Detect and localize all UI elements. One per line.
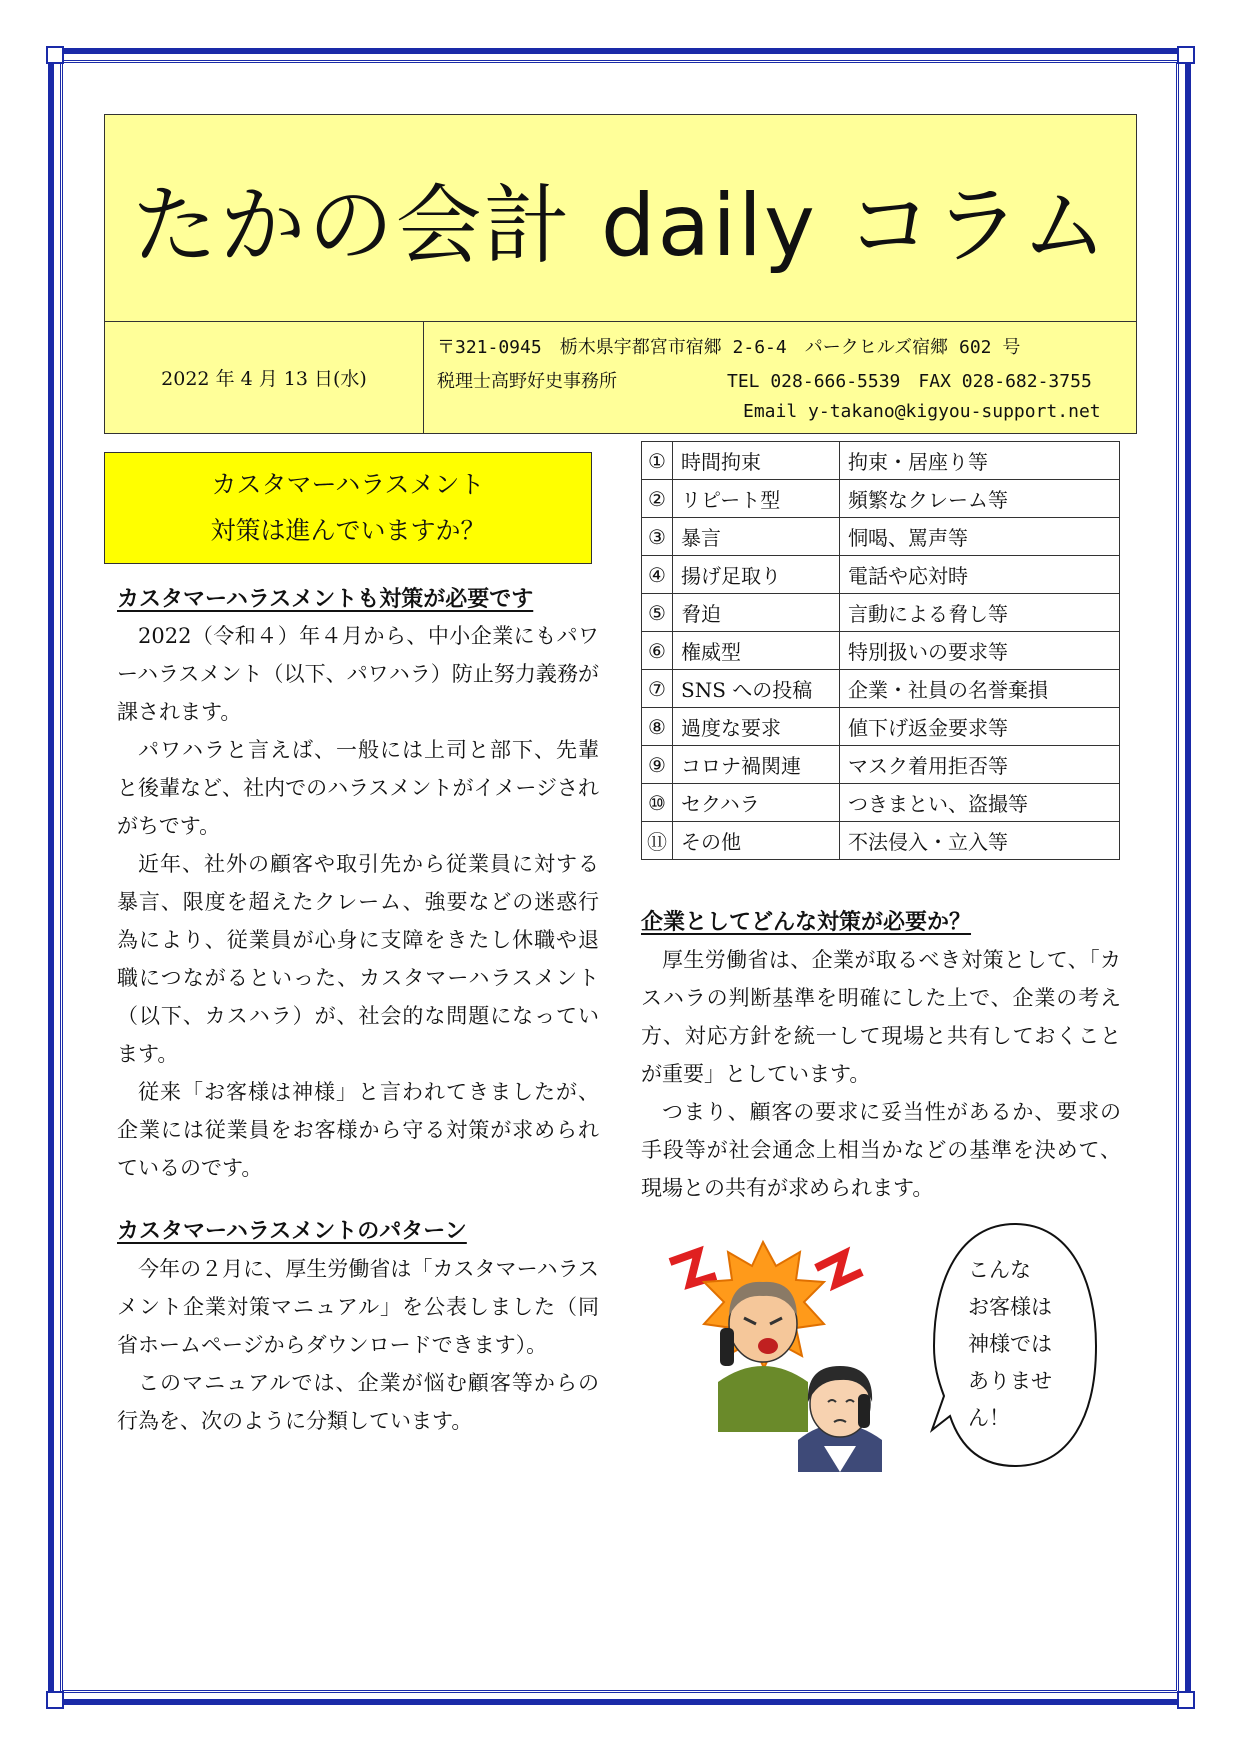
- border-corner: [46, 1691, 64, 1709]
- headline-line-2: 対策は進んでいますか？: [210, 516, 486, 545]
- pattern-example: 頻繁なクレーム等: [840, 480, 1120, 518]
- pattern-example: 恫喝、罵声等: [840, 518, 1120, 556]
- pattern-name: その他: [673, 822, 840, 860]
- bubble-line: お客様は: [968, 1295, 1052, 1319]
- section-body: [117, 617, 599, 1187]
- paragraph: このマニュアルでは、企業が悩む顧客等からの行為を、次のように分類しています。: [117, 1371, 599, 1433]
- masthead: [104, 114, 1137, 434]
- bubble-line: ん！: [968, 1406, 1010, 1430]
- email-address[interactable]: Email y-takano@kigyou-support.net: [743, 401, 1101, 422]
- anger-mark-icon: [670, 1252, 716, 1284]
- pattern-example: マスク着用拒否等: [840, 746, 1120, 784]
- row-number: ⑨: [642, 746, 673, 784]
- pattern-example: 言動による脅し等: [840, 594, 1120, 632]
- paragraph: 近年、社外の顧客や取引先から従業員に対する暴言、限度を超えたクレーム、強要などの迷惑行為により、従業員が心身に支障をきたし休職や退職につながるといった、カスタマーハラスメント（以下、カスハラ）が、社会的な問題になっています。: [117, 852, 599, 1066]
- contact-block: [423, 321, 1136, 433]
- row-number: ②: [642, 480, 673, 518]
- issue-date: 2022 年 4 月 13 日(水): [105, 321, 424, 433]
- newsletter-title: たかの会計 daily コラム: [131, 176, 1110, 276]
- table-row: [642, 442, 1120, 480]
- row-number: ⑩: [642, 784, 673, 822]
- table-row: [642, 746, 1120, 784]
- section-body: [117, 1250, 599, 1440]
- pattern-example: つきまとい、盗撮等: [840, 784, 1120, 822]
- row-number: ③: [642, 518, 673, 556]
- bubble-line: こんな: [968, 1258, 1031, 1282]
- office-name: 税理士高野好史事務所: [437, 371, 617, 392]
- speech-bubble-text: [968, 1252, 1078, 1437]
- row-number: ⑥: [642, 632, 673, 670]
- table-row: [642, 784, 1120, 822]
- pattern-name: SNS への投稿: [673, 670, 840, 708]
- row-number: ⑪: [642, 822, 673, 860]
- headline-box: [104, 452, 592, 564]
- row-number: ⑧: [642, 708, 673, 746]
- anger-mark-icon: [816, 1254, 862, 1284]
- pattern-name: 揚げ足取り: [673, 556, 840, 594]
- bubble-line: 神様では: [968, 1332, 1052, 1356]
- pattern-example: 値下げ返金要求等: [840, 708, 1120, 746]
- paragraph: 従来「お客様は神様」と言われてきましたが、企業には従業員をお客様から守る対策が求められているのです。: [117, 1080, 599, 1180]
- table-row: [642, 632, 1120, 670]
- postal-address: 〒321-0945 栃木県宇都宮市宿郷 2-6-4 パークヒルズ宿郷 602 号: [437, 337, 1021, 358]
- table-row: [642, 822, 1120, 860]
- headline-line-1: カスタマーハラスメント: [211, 470, 485, 499]
- row-number: ④: [642, 556, 673, 594]
- angry-customer-illustration: [668, 1232, 938, 1472]
- harassment-pattern-table: [641, 441, 1120, 860]
- bubble-line: ありませ: [968, 1369, 1052, 1393]
- table-row: [642, 670, 1120, 708]
- pattern-name: 権威型: [673, 632, 840, 670]
- pattern-example: 電話や応対時: [840, 556, 1120, 594]
- paragraph: パワハラと言えば、一般には上司と部下、先輩と後輩など、社内でのハラスメントがイメージされがちです。: [117, 738, 599, 838]
- row-number: ①: [642, 442, 673, 480]
- table-row: [642, 594, 1120, 632]
- border-corner: [1177, 46, 1195, 64]
- table-row: [642, 556, 1120, 594]
- phone-fax: TEL 028-666-5539 FAX 028-682-3755: [727, 371, 1092, 392]
- pattern-name: 過度な要求: [673, 708, 840, 746]
- pattern-name: 時間拘束: [673, 442, 840, 480]
- row-number: ⑤: [642, 594, 673, 632]
- paragraph: 2022（令和４）年４月から、中小企業にもパワーハラスメント（以下、パワハラ）防止努力義務が課されます。: [117, 624, 599, 724]
- table-row: [642, 518, 1120, 556]
- pattern-example: 企業・社員の名誉棄損: [840, 670, 1120, 708]
- table-row: [642, 480, 1120, 518]
- pattern-name: 暴言: [673, 518, 840, 556]
- title-cell: [105, 115, 1136, 322]
- row-number: ⑦: [642, 670, 673, 708]
- pattern-example: 不法侵入・立入等: [840, 822, 1120, 860]
- section-heading: カスタマーハラスメントのパターン: [117, 1219, 467, 1244]
- paragraph: つまり、顧客の要求に妥当性があるか、要求の手段等が社会通念上相当かなどの基準を決めて、現場との共有が求められます。: [641, 1100, 1121, 1200]
- pattern-name: リピート型: [673, 480, 840, 518]
- paragraph: 今年の２月に、厚生労働省は「カスタマーハラスメント企業対策マニュアル」を公表しました（同省ホームページからダウンロードできます）。: [117, 1257, 599, 1357]
- man-body-icon: [718, 1366, 808, 1432]
- section-body: [641, 941, 1121, 1207]
- phone-icon: [720, 1328, 734, 1366]
- pattern-name: コロナ禍関連: [673, 746, 840, 784]
- pattern-name: 脅迫: [673, 594, 840, 632]
- shouting-mouth-icon: [758, 1338, 778, 1354]
- phone-icon: [858, 1394, 870, 1428]
- table-row: [642, 708, 1120, 746]
- section-heading: カスタマーハラスメントも対策が必要です: [117, 587, 534, 612]
- paragraph: 厚生労働省は、企業が取るべき対策として、「カスハラの判断基準を明確にした上で、企業の考え方、対応方針を統一して現場と共有しておくことが重要」としています。: [641, 948, 1121, 1086]
- border-corner: [1177, 1691, 1195, 1709]
- pattern-example: 拘束・居座り等: [840, 442, 1120, 480]
- pattern-example: 特別扱いの要求等: [840, 632, 1120, 670]
- section-heading: 企業としてどんな対策が必要か？: [641, 910, 972, 935]
- pattern-name: セクハラ: [673, 784, 840, 822]
- border-corner: [46, 46, 64, 64]
